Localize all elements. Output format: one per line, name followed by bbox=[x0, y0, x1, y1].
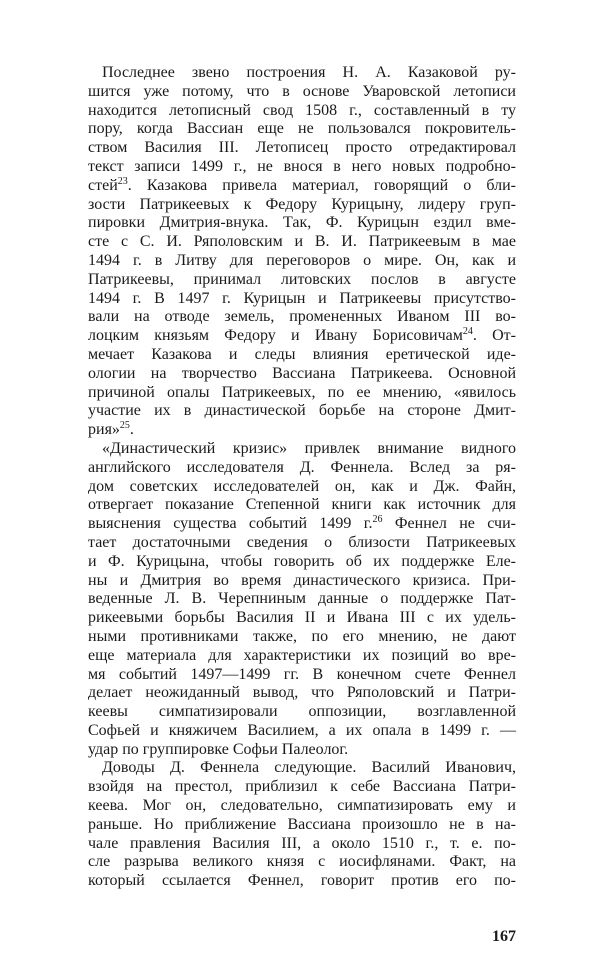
text-line bbox=[88, 459, 516, 478]
text-line bbox=[88, 590, 516, 609]
text-line bbox=[88, 797, 516, 816]
text-line bbox=[88, 346, 516, 365]
text-line-content: дом советских исследователей он, как и Дж. Файн, bbox=[88, 477, 516, 495]
text-line bbox=[88, 853, 516, 872]
text-line-content: выяснения существа событий 1499 г. bbox=[88, 515, 373, 533]
text-line-content: кеевы симпатизировали оппозиции, возглавленной bbox=[88, 703, 516, 721]
text-line-content: ными противниками также, по его мнению, не дают bbox=[88, 627, 516, 645]
text-line-content: Доводы Д. Феннела следующие. Василий Иванович, bbox=[102, 759, 516, 777]
text-line bbox=[88, 628, 516, 647]
text-line-content: тает достаточными сведения о близости Патрикеевых bbox=[88, 533, 516, 551]
text-line-content: делает неожиданный вывод, что Ряполовский и Патри- bbox=[88, 684, 516, 702]
text-line bbox=[88, 515, 516, 534]
text-line bbox=[88, 308, 516, 327]
text-line-content: участие их в династической борьбе на стороне Дмит- bbox=[88, 402, 516, 420]
text-line-continuation: . bbox=[129, 421, 134, 439]
text-line bbox=[88, 684, 516, 703]
page-body-text bbox=[88, 64, 516, 891]
text-line bbox=[88, 816, 516, 835]
text-line-content: еще материала для характеристики их позиций во вре- bbox=[88, 646, 516, 664]
footnote-marker: 26 bbox=[372, 514, 383, 526]
text-line-content: находится летописный свод 1508 г., составленный в ту bbox=[88, 101, 516, 119]
text-line bbox=[88, 290, 516, 309]
page-number: 167 bbox=[492, 928, 516, 945]
text-line bbox=[88, 83, 516, 102]
text-line bbox=[88, 496, 516, 515]
text-line bbox=[88, 252, 516, 271]
text-line bbox=[88, 872, 516, 891]
text-line-content: рикеевыми борьбы Василия II и Ивана III с их удель- bbox=[88, 609, 516, 627]
text-line-content: пору, когда Вассиан еще не пользовался покровитель- bbox=[88, 120, 516, 138]
text-line-continuation: Феннел не счи- bbox=[382, 515, 516, 533]
text-line bbox=[88, 139, 516, 158]
text-line bbox=[88, 647, 516, 666]
text-line-content: шится уже потому, что в основе Уваровской летописи bbox=[88, 82, 516, 100]
text-line-content: чале правления Василия III, а около 1510 г., т. е. по- bbox=[88, 834, 516, 852]
text-line bbox=[88, 835, 516, 854]
text-line bbox=[88, 365, 516, 384]
text-line-content: сле разрыва великого князя с иосифлянами. Факт, на bbox=[88, 853, 516, 871]
text-line-content: «Династический кризис» привлек внимание видного bbox=[102, 439, 516, 457]
text-line bbox=[88, 102, 516, 121]
text-line-content: и Ф. Курицына, чтобы говорить об их поддержке Еле- bbox=[88, 552, 516, 570]
text-line-content: Патрикеевы, принимал литовских послов в августе bbox=[88, 270, 516, 288]
text-line-continuation: . От- bbox=[472, 327, 516, 345]
footnote-marker: 24 bbox=[462, 326, 473, 338]
text-line-content: кеева. Мог он, следовательно, симпатизировать ему и bbox=[88, 797, 516, 815]
text-line-content: Софьей и княжичем Василием, а их опала в 1499 г. — bbox=[88, 721, 516, 739]
text-line-content: взойдя на престол, приблизил к себе Вассиана Патри- bbox=[88, 778, 516, 796]
footnote-marker: 25 bbox=[119, 420, 130, 432]
text-line bbox=[88, 759, 516, 778]
text-line-content: рия» bbox=[88, 421, 120, 439]
text-line bbox=[88, 741, 516, 760]
text-line bbox=[88, 402, 516, 421]
text-line-content: лоцким князьям Федору и Ивану Борисовичам bbox=[88, 327, 463, 345]
text-line-content: отвергает показание Степенной книги как источник для bbox=[88, 496, 516, 514]
text-line-content: удар по группировке Софьи Палеолог. bbox=[88, 740, 349, 758]
text-line bbox=[88, 778, 516, 797]
text-line-content: ологии на творчество Вассиана Патрикеева. Основной bbox=[88, 364, 516, 382]
footnote-marker: 23 bbox=[117, 175, 128, 187]
text-line bbox=[88, 609, 516, 628]
text-line-content: текст записи 1499 г., не внося в него новых подробно- bbox=[88, 157, 516, 175]
text-line bbox=[88, 177, 516, 196]
text-line-content: 1494 г. В 1497 г. Курицын и Патрикеевы присутство- bbox=[88, 289, 516, 307]
text-line bbox=[88, 196, 516, 215]
text-line-content: сте с С. И. Ряполовским и В. И. Патрикеевым в мае bbox=[88, 233, 516, 251]
text-line-content: Последнее звено построения Н. А. Казаковой ру- bbox=[102, 64, 516, 81]
text-line-content: вали на отводе земель, промененных Иваном III во- bbox=[88, 308, 516, 326]
text-line bbox=[88, 214, 516, 233]
text-line bbox=[88, 327, 516, 346]
text-line bbox=[88, 158, 516, 177]
text-line bbox=[88, 478, 516, 497]
text-line-content: ны и Дмитрия во время династического кризиса. При- bbox=[88, 571, 516, 589]
text-line bbox=[88, 703, 516, 722]
text-line-content: раньше. Но приближение Вассиана произошло не в на- bbox=[88, 815, 516, 833]
text-line bbox=[88, 233, 516, 252]
text-line bbox=[88, 440, 516, 459]
text-line bbox=[88, 553, 516, 572]
text-line bbox=[88, 666, 516, 685]
text-line bbox=[88, 722, 516, 741]
text-line-continuation: . Казакова привела материал, говорящий о бли- bbox=[127, 176, 516, 194]
text-line bbox=[88, 421, 516, 440]
text-line-content: причиной опалы Патрикеевых, по ее мнению, «явилось bbox=[88, 383, 516, 401]
text-line bbox=[88, 120, 516, 139]
text-line bbox=[88, 534, 516, 553]
text-line-content: ством Василия III. Летописец просто отредактировал bbox=[88, 139, 516, 157]
text-line-content: зости Патрикеевых к Федору Курицыну, лидеру груп- bbox=[88, 195, 516, 213]
text-line-content: пировки Дмитрия-внука. Так, Ф. Курицын ездил вме- bbox=[88, 214, 516, 232]
text-line bbox=[88, 384, 516, 403]
text-line bbox=[88, 64, 516, 83]
text-line-content: мечает Казакова и следы влияния еретической иде- bbox=[88, 345, 516, 363]
text-line bbox=[88, 271, 516, 290]
text-line-content: стей bbox=[88, 176, 118, 194]
text-line-content: веденные Л. В. Черепниным данные о поддержке Пат- bbox=[88, 590, 516, 608]
text-line-content: 1494 г. в Литву для переговоров о мире. Он, как и bbox=[88, 251, 516, 269]
text-line-content: английского исследователя Д. Феннела. Вслед за ря- bbox=[88, 458, 516, 476]
text-line-content: мя событий 1497—1499 гг. В конечном счете Феннел bbox=[88, 665, 516, 683]
text-line bbox=[88, 572, 516, 591]
text-line-content: который ссылается Феннел, говорит против его по- bbox=[88, 872, 516, 890]
